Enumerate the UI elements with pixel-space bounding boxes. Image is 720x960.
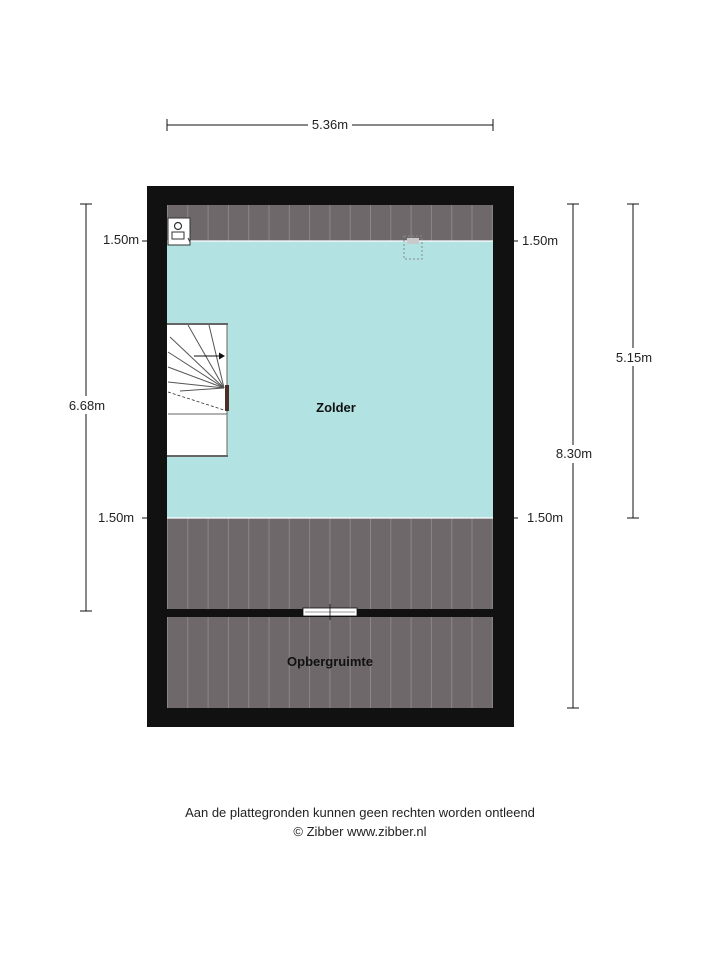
staircase — [167, 323, 229, 457]
right-total-height-dimension — [552, 204, 596, 708]
roof-top — [167, 205, 493, 241]
top-width-dimension — [167, 115, 493, 133]
left-height-dimension — [64, 204, 108, 611]
right-total-height-label: 8.30m — [555, 446, 593, 461]
disclaimer-text: Aan de plattegronden kunnen geen rechten worden ontleend — [185, 805, 535, 820]
roof-bottom — [167, 518, 493, 610]
left-top-roof-label: 1.50m — [103, 232, 140, 247]
left-bottom-roof-label: 1.50m — [98, 510, 135, 525]
left-height-label: 6.68m — [68, 398, 106, 413]
right-top-roof-label: 1.50m — [522, 233, 559, 248]
room-label-zolder: Zolder — [316, 400, 356, 415]
right-bottom-roof-label: 1.50m — [527, 510, 564, 525]
room-label-opbergruimte: Opbergruimte — [287, 654, 373, 669]
right-inner-height-dimension — [611, 204, 655, 518]
right-inner-height-label: 5.15m — [615, 350, 653, 365]
boiler-icon — [168, 218, 190, 245]
copyright-text: © Zibber www.zibber.nl — [293, 824, 427, 839]
top-width-label: 5.36m — [311, 117, 349, 132]
